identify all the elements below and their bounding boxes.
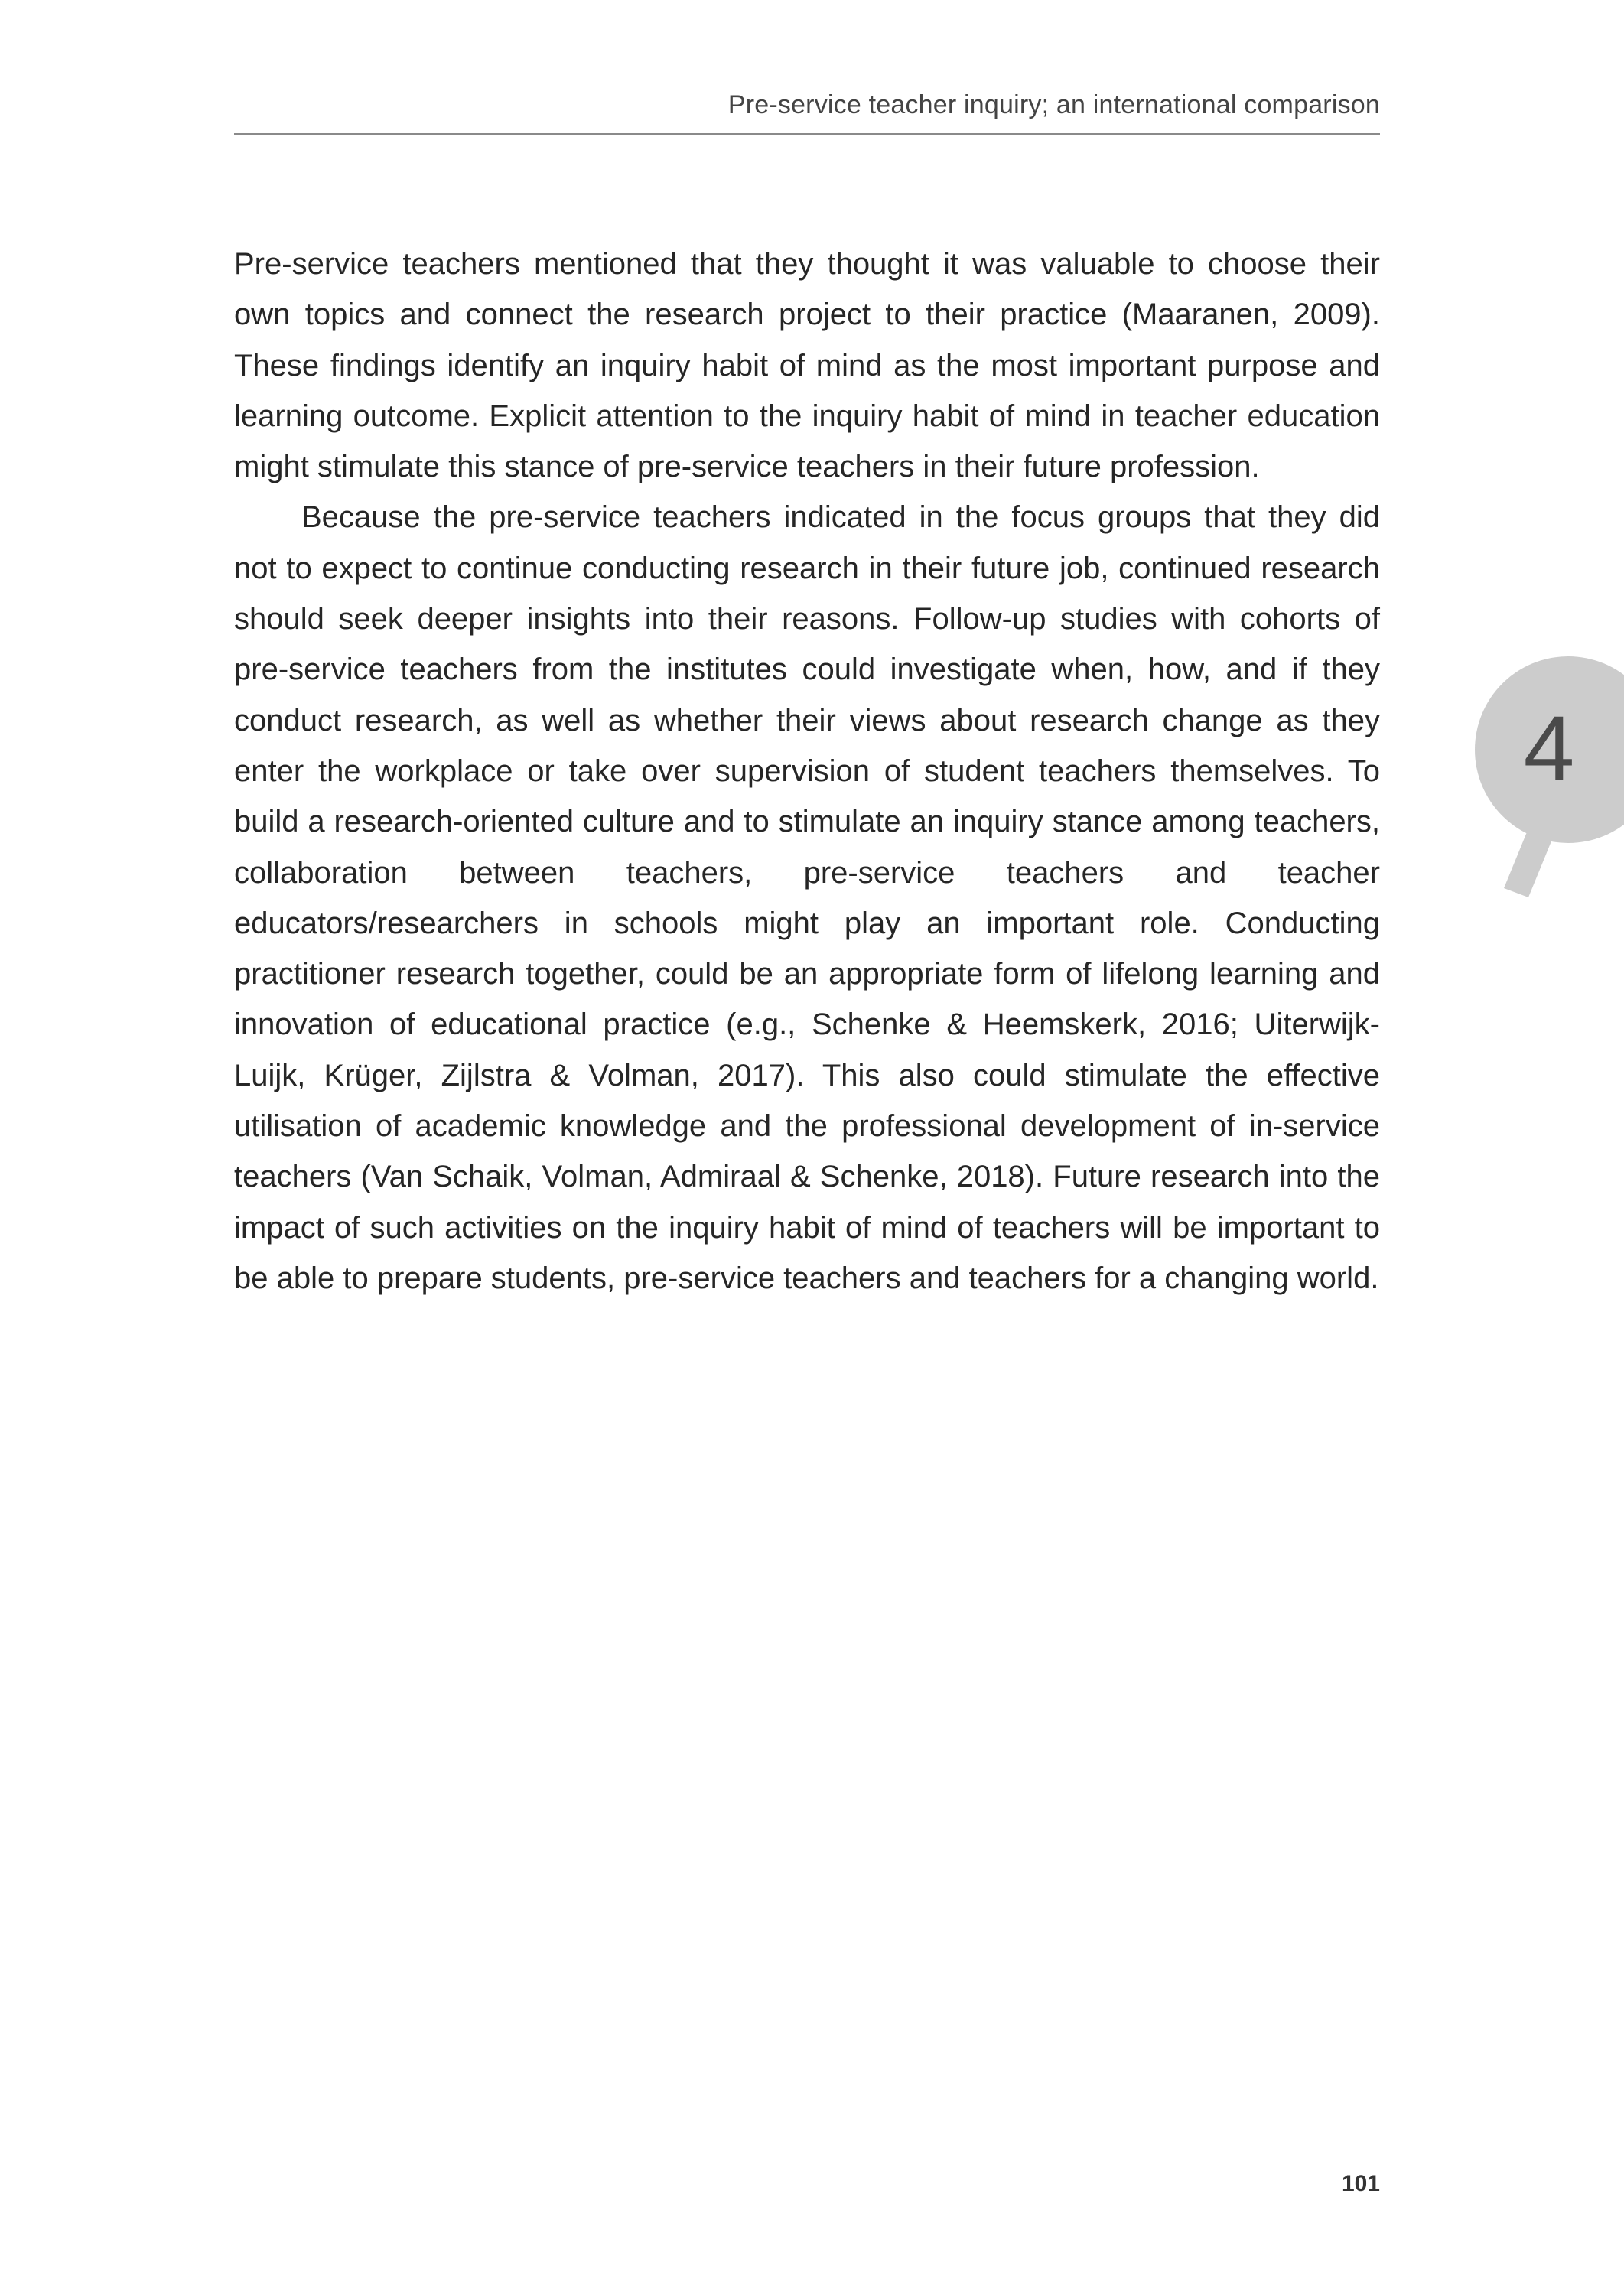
header-divider bbox=[234, 133, 1380, 135]
paragraph-1: Pre-service teachers mentioned that they thought it was valuable to choose their own topics and connect the research project to their practice (Maaranen, 2009). These findings identify an inquiry habit of mind as the most important purpose and learning outcome. Explicit attention to the inquiry habit of mind in teacher education might stimulate this stance of pre-service teachers in their future profession. bbox=[234, 247, 1380, 484]
chapter-number: 4 bbox=[1523, 697, 1575, 799]
body-text bbox=[234, 239, 1380, 1304]
paragraph-2: Because the pre-service teachers indicated in the focus groups that they did not to expect to continue conducting research in their future job, continued research should seek deeper insights into their reasons. Follow-up studies with cohorts of pre-service teachers from the institutes could investigate when, how, and if they conduct research, as well as whether their views about research change as they enter the workplace or take over supervision of student teachers themselves. To build a research-oriented culture and to stimulate an inquiry stance among teachers, collaboration between teachers, pre-service teachers and teacher educators/researchers in schools might play an important role. Conducting practitioner research together, could be an appropriate form of lifelong learning and innovation of educational practice (e.g., Schenke & Heemskerk, 2016; Uiterwijk-Luijk, Krüger, Zijlstra & Volman, 2017). This also could stimulate the effective utilisation of academic knowledge and the professional development of in-service teachers (Van Schaik, Volman, Admiraal & Schenke, 2018). Future research into the impact of such activities on the inquiry habit of mind of teachers will be important to be able to prepare students, pre-service teachers and teachers for a changing world. bbox=[234, 500, 1380, 1295]
page-number: 101 bbox=[1341, 2171, 1380, 2196]
running-header-title: Pre-service teacher inquiry; an international comparison bbox=[727, 90, 1380, 119]
